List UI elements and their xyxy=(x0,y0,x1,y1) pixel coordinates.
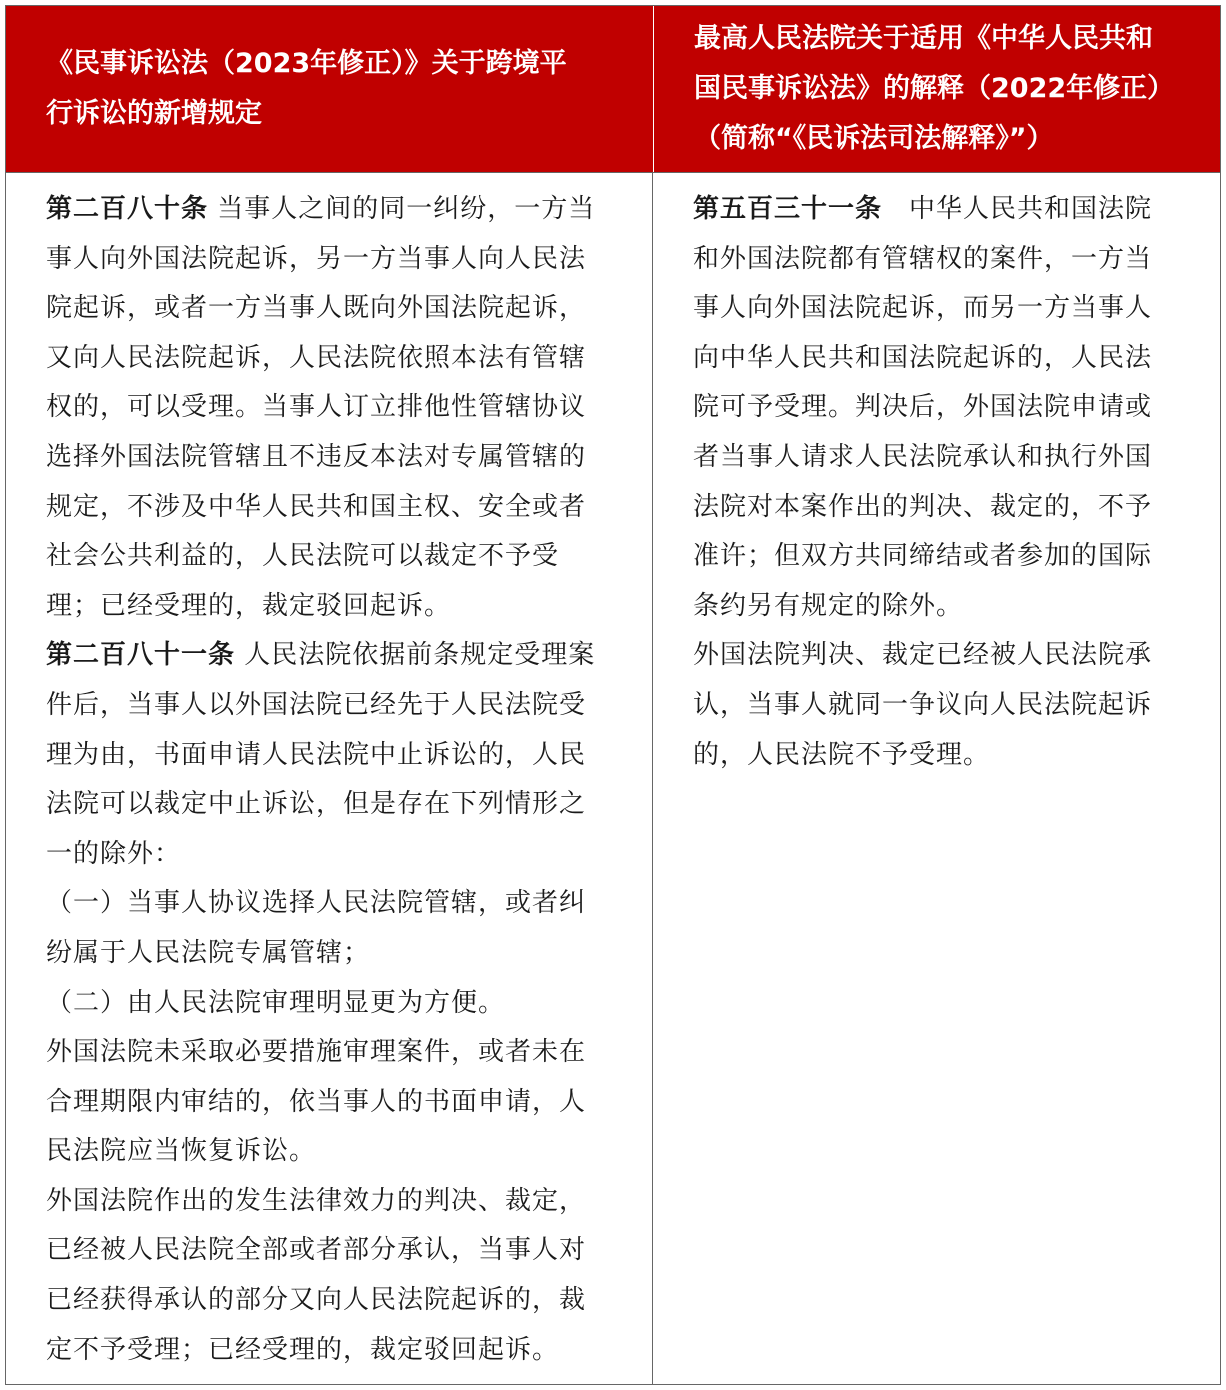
article-281-line: 人民法院依据前条规定受理案 xyxy=(235,640,596,671)
header-left-line-2: 行诉讼的新增规定 xyxy=(46,98,262,129)
article-280-line: 社会公共利益的，人民法院可以裁定不予受 xyxy=(46,541,560,572)
para-2-line: 认，当事人就同一争议向人民法院起诉 xyxy=(693,689,1153,720)
para-4-line: 已经获得承认的部分又向人民法院起诉的，裁 xyxy=(46,1285,587,1316)
article-280-line: 院起诉，或者一方当事人既向外国法院起诉， xyxy=(46,293,587,324)
article-531-line: 和外国法院都有管辖权的案件，一方当 xyxy=(693,243,1153,274)
article-531 xyxy=(693,185,1213,631)
article-281-line: 件后，当事人以外国法院已经先于人民法院受 xyxy=(46,689,587,720)
article-280-line: 理；已经受理的，裁定驳回起诉。 xyxy=(46,590,452,621)
article-531-line: 者当事人请求人民法院承认和执行外国 xyxy=(693,441,1153,472)
para-3-line: 外国法院未采取必要措施审理案件，或者未在 xyxy=(46,1037,587,1068)
article-280-title: 第二百八十条 xyxy=(46,194,209,224)
header-left-line-1: 《民事诉讼法（2023年修正）》关于跨境平 xyxy=(46,48,567,79)
article-280-line: 事人向外国法院起诉，另一方当事人向人民法 xyxy=(46,243,587,274)
para-4-line: 定不予受理；已经受理的，裁定驳回起诉。 xyxy=(46,1334,560,1365)
article-531-line: 条约另有规定的除外。 xyxy=(693,590,964,621)
table-header-row xyxy=(6,6,1220,173)
article-531-para-2 xyxy=(693,631,1213,780)
para-3-line: 民法院应当恢复诉讼。 xyxy=(46,1136,317,1167)
para-3-line: 合理期限内审结的，依当事人的书面申请，人 xyxy=(46,1086,587,1117)
article-280-line: 规定，不涉及中华人民共和国主权、安全或者 xyxy=(46,491,587,522)
article-281-line: 法院可以裁定中止诉讼，但是存在下列情形之 xyxy=(46,789,587,820)
article-281-line: 一的除外： xyxy=(46,838,182,869)
item-1-line: （一）当事人协议选择人民法院管辖，或者纠 xyxy=(46,888,587,919)
para-4-line: 外国法院作出的发生法律效力的判决、裁定， xyxy=(46,1185,587,1216)
header-cell-judicial-interpretation xyxy=(653,6,1220,172)
header-right-line-3: （简称“《民诉法司法解释》”） xyxy=(694,123,1054,154)
para-4-line: 已经被人民法院全部或者部分承认，当事人对 xyxy=(46,1235,587,1266)
article-281-item-2 xyxy=(46,979,646,1029)
article-531-line: 向中华人民共和国法院起诉的，人民法 xyxy=(693,342,1153,373)
article-531-title: 第五百三十一条 xyxy=(693,194,883,224)
article-281 xyxy=(46,631,646,879)
article-280-line: 选择外国法院管辖且不违反本法对专属管辖的 xyxy=(46,441,587,472)
article-281-para-3 xyxy=(46,1028,646,1177)
article-281-line: 理为由，书面申请人民法院中止诉讼的，人民 xyxy=(46,739,587,770)
article-281-para-4 xyxy=(46,1177,646,1375)
para-2-line: 的，人民法院不予受理。 xyxy=(693,739,991,770)
article-531-line: 法院对本案作出的判决、裁定的，不予 xyxy=(693,491,1153,522)
article-280-line: 当事人之间的同一纠纷，一方当 xyxy=(208,194,596,224)
header-right-line-1: 最高人民法院关于适用《中华人民共和 xyxy=(694,23,1153,54)
article-531-line: 中华人民共和国法院 xyxy=(882,194,1153,224)
article-281-title: 第二百八十一条 xyxy=(46,640,236,671)
article-531-line: 准许；但双方共同缔结或者参加的国际 xyxy=(693,541,1153,572)
article-280 xyxy=(46,185,646,631)
article-280-line: 权的，可以受理。当事人订立排他性管辖协议 xyxy=(46,392,587,423)
body-cell-right xyxy=(693,173,1213,1384)
column-divider xyxy=(652,173,653,1384)
header-cell-civil-procedure-law xyxy=(6,6,652,172)
table-body-row xyxy=(6,173,1220,1384)
article-531-line: 事人向外国法院起诉，而另一方当事人 xyxy=(693,293,1153,324)
article-280-line: 又向人民法院起诉，人民法院依照本法有管辖 xyxy=(46,342,587,373)
comparison-table xyxy=(5,5,1221,1385)
article-531-line: 院可予受理。判决后，外国法院申请或 xyxy=(693,392,1153,423)
body-cell-left xyxy=(46,173,646,1384)
header-right-line-2: 国民事诉讼法》的解释（2022年修正） xyxy=(694,73,1175,104)
para-2-line: 外国法院判决、裁定已经被人民法院承 xyxy=(693,640,1153,671)
article-281-item-1 xyxy=(46,879,646,978)
item-1-line: 纷属于人民法院专属管辖； xyxy=(46,937,371,968)
item-2-line: （二）由人民法院审理明显更为方便。 xyxy=(46,987,506,1018)
